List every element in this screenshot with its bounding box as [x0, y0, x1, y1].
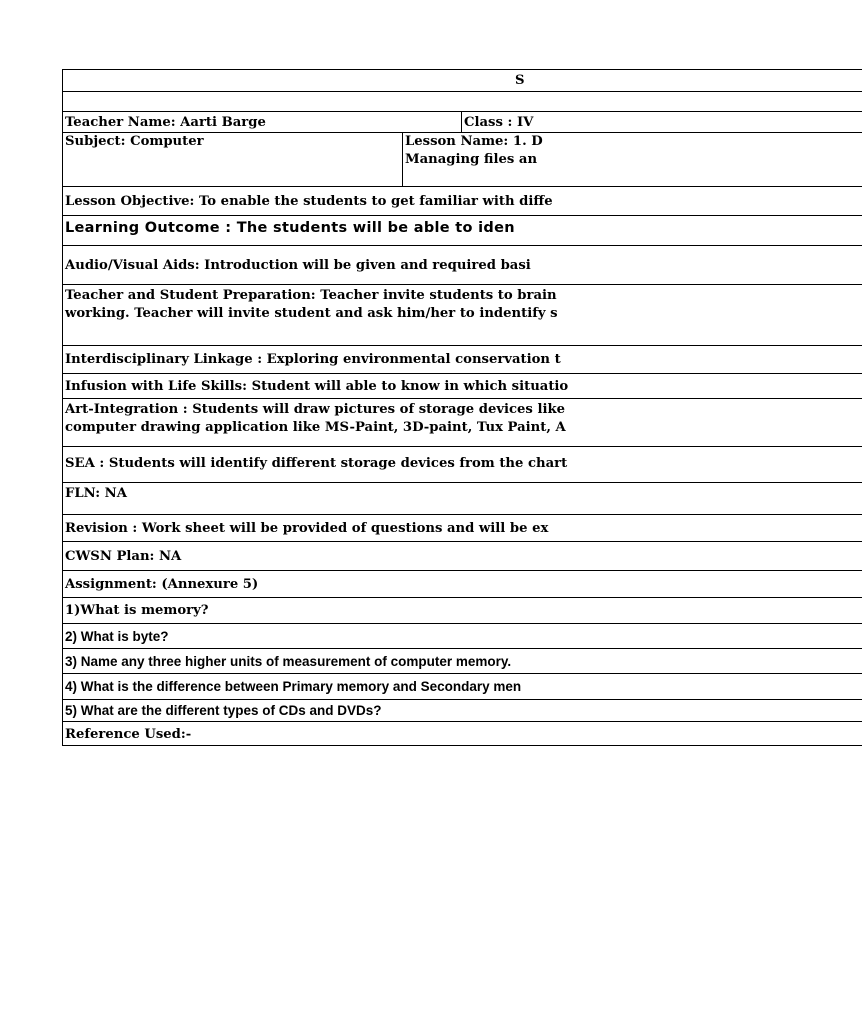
learning-outcome: Learning Outcome : The students will be able to iden	[65, 220, 515, 236]
preparation-row	[62, 284, 862, 345]
question-row	[62, 673, 862, 699]
revision-row	[62, 514, 862, 541]
question-row	[62, 597, 862, 623]
question-5: 5) What are the different types of CDs and DVDs?	[65, 703, 382, 718]
fln: FLN: NA	[65, 486, 127, 501]
assignment: Assignment: (Annexure 5)	[65, 577, 259, 592]
class-cell	[461, 112, 861, 132]
audio-visual-row	[62, 245, 862, 284]
question-4: 4) What is the difference between Primary memory and Secondary men	[65, 679, 522, 694]
question-1: 1)What is memory?	[65, 603, 209, 618]
subject-row	[62, 132, 862, 186]
reference-used: Reference Used:-	[65, 727, 192, 742]
lesson-objective-row	[62, 186, 862, 215]
life-skills-row	[62, 373, 862, 398]
assignment-row	[62, 570, 862, 597]
empty-row	[62, 91, 862, 111]
lesson-name-line1: Lesson Name: 1. D	[405, 134, 543, 149]
sea-row	[62, 446, 862, 482]
revision: Revision : Work sheet will be provided of questions and will be ex	[65, 521, 549, 536]
sheet-title-row	[62, 69, 862, 91]
teacher-name: Teacher Name: Aarti Barge	[65, 115, 266, 130]
learning-outcome-row	[62, 215, 862, 245]
interdisciplinary-linkage: Interdisciplinary Linkage : Exploring environmental conservation t	[65, 352, 561, 367]
question-3: 3) Name any three higher units of measurement of computer memory.	[65, 654, 512, 669]
question-2: 2) What is byte?	[65, 629, 169, 644]
lesson-objective: Lesson Objective: To enable the students to get familiar with diffe	[65, 194, 553, 209]
art-integration-line1: Art-Integration : Students will draw pictures of storage devices like	[65, 402, 565, 417]
fln-row	[62, 482, 862, 514]
cwsn-plan: CWSN Plan: NA	[65, 549, 182, 564]
lesson-name-cell	[402, 133, 862, 186]
art-integration-line2: computer drawing application like MS-Paint, 3D-paint, Tux Paint, A	[65, 420, 566, 435]
question-row	[62, 623, 862, 648]
reference-row	[62, 721, 862, 746]
teacher-row	[62, 111, 862, 132]
preparation-line2: working. Teacher will invite student and ask him/her to indentify s	[65, 306, 558, 321]
question-row	[62, 648, 862, 673]
cwsn-row	[62, 541, 862, 570]
sea: SEA : Students will identify different storage devices from the chart	[65, 456, 568, 471]
question-row	[62, 699, 862, 721]
class-label: Class : IV	[464, 115, 534, 130]
art-integration-row	[62, 398, 862, 446]
lesson-plan-sheet	[62, 69, 569, 746]
interdisciplinary-row	[62, 345, 862, 373]
audio-visual-aids: Audio/Visual Aids: Introduction will be given and required basi	[65, 258, 531, 273]
life-skills: Infusion with Life Skills: Student will able to know in which situatio	[65, 379, 569, 394]
preparation-line1: Teacher and Student Preparation: Teacher invite students to brain	[65, 288, 557, 303]
sheet-title: S	[515, 73, 525, 88]
lesson-name-line2: Managing files an	[405, 152, 538, 167]
subject: Subject: Computer	[65, 134, 204, 149]
